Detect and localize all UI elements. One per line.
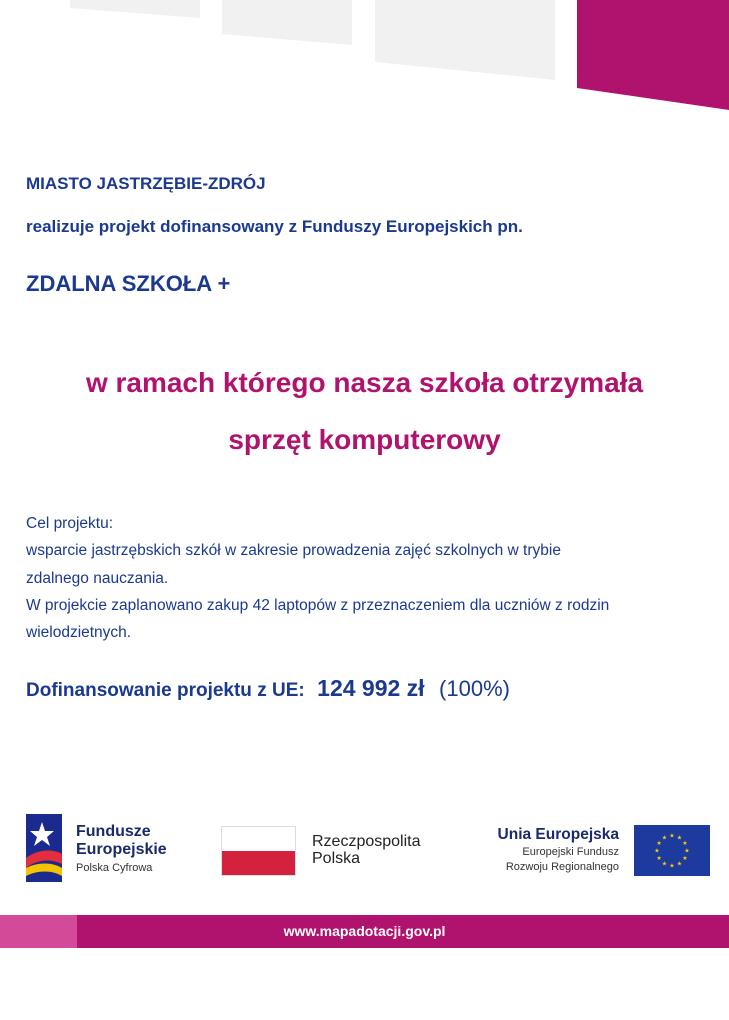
eu-star: ★ bbox=[682, 841, 688, 847]
footer-url-link[interactable]: www.mapadotacji.gov.pl bbox=[283, 923, 446, 939]
eu-star: ★ bbox=[669, 863, 675, 870]
deco-magenta-corner bbox=[577, 0, 729, 110]
eu-star: ★ bbox=[661, 835, 668, 842]
eu-star: ★ bbox=[654, 848, 660, 855]
eu-flag-icon bbox=[634, 825, 710, 876]
eu-star: ★ bbox=[684, 848, 690, 855]
eu-star: ★ bbox=[661, 861, 668, 868]
eu-star: ★ bbox=[676, 861, 683, 868]
fundusze-europejskie-text bbox=[76, 823, 167, 877]
goal-line: wsparcie jastrzębskich szkół w zakresie prowadzenia zajęć szkolnych w trybie bbox=[26, 542, 561, 560]
eu-sub-2: Rozwoju Regionalnego bbox=[505, 861, 619, 873]
polish-flag-icon bbox=[221, 826, 296, 876]
eu-title: Unia Europejska bbox=[497, 826, 619, 843]
fe-line-1: Fundusze bbox=[76, 823, 151, 840]
rzeczpospolita-text bbox=[312, 833, 421, 867]
eu-star: ★ bbox=[656, 841, 662, 847]
goal-line: W projekcie zaplanowano zakup 42 laptopów z przeznaczeniem dla uczniów z rodzin bbox=[26, 596, 610, 614]
goal-line: wielodzietnych. bbox=[26, 624, 132, 642]
eu-sub-1: Europejski Fundusz bbox=[522, 846, 619, 858]
project-goal bbox=[26, 510, 716, 646]
headline-line-2: sprzęt komputerowy bbox=[228, 424, 501, 455]
eu-star: ★ bbox=[682, 856, 688, 862]
funding-percent: (100%) bbox=[439, 676, 510, 701]
eu-star: ★ bbox=[676, 835, 683, 842]
fe-line-2: Europejskie bbox=[76, 841, 167, 858]
eu-star: ★ bbox=[656, 856, 662, 862]
project-name: ZDALNA SZKOŁA + bbox=[26, 271, 231, 296]
deco-panel-3 bbox=[375, 0, 555, 80]
footer-bar bbox=[0, 915, 729, 948]
goal-line: zdalnego nauczania. bbox=[26, 569, 169, 587]
eu-text bbox=[486, 825, 619, 875]
eu-star: ★ bbox=[669, 833, 675, 840]
rp-line-1: Rzeczpospolita bbox=[312, 833, 421, 850]
city-heading: MIASTO JASTRZĘBIE-ZDRÓJ bbox=[26, 174, 266, 193]
project-intro: realizuje projekt dofinansowany z Funduszy Europejskich pn. bbox=[26, 217, 523, 236]
deco-panel-2 bbox=[222, 0, 352, 45]
funding-amount: 124 992 zł bbox=[317, 675, 425, 701]
fundusze-europejskie-logo bbox=[26, 814, 62, 882]
fe-line-3: Polska Cyfrowa bbox=[76, 862, 153, 874]
goal-label: Cel projektu: bbox=[26, 515, 114, 532]
headline-line-1: w ramach którego nasza szkoła otrzymała bbox=[85, 367, 644, 398]
funding-summary bbox=[26, 675, 510, 702]
funding-label: Dofinansowanie projektu z UE: bbox=[26, 680, 305, 701]
rp-line-2: Polska bbox=[312, 850, 361, 867]
header-decoration bbox=[0, 0, 729, 120]
deco-panel-1 bbox=[70, 0, 200, 18]
